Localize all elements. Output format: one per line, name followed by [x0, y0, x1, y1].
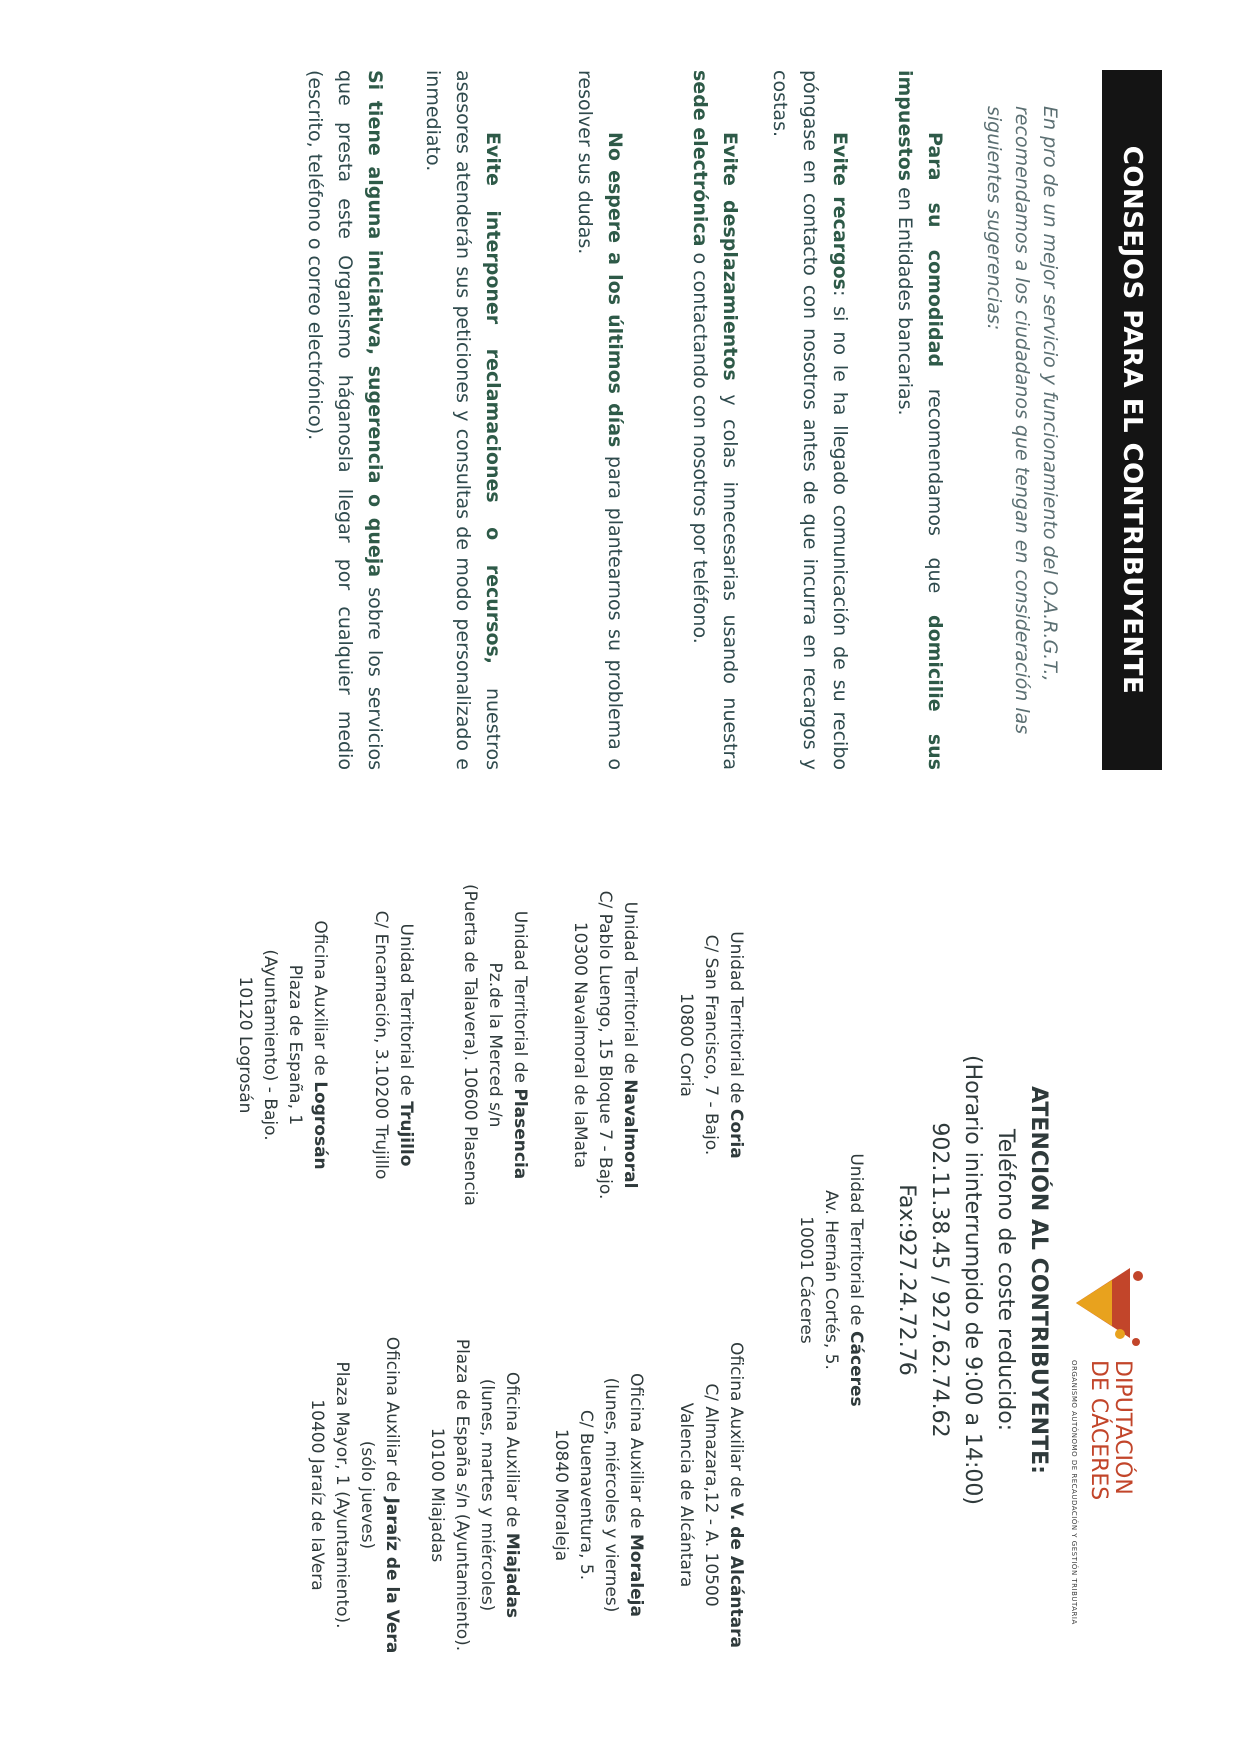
attention-title: ATENCIÓN AL CONTRIBUYENTE: [1026, 1086, 1051, 1474]
office-caceres: Unidad Territorial de Cáceres Av. Hernán Cortés, 5. 10001 Cáceres [796, 1153, 866, 1407]
office-jaraiz: Oficina Auxiliar de Jaraíz de la Vera (sólo jueves) Plaza Mayor, 1 (Ayuntamiento). 10400 Jaraíz de laVera [307, 1336, 402, 1654]
tip-avoid-travel: Evite desplazamientos y colas innecesarias usando nuestra sede electrónica o contactando con nosotros por teléfono. [689, 70, 741, 770]
office-plasencia: Unidad Territorial de Plasencia Pz.de la Merced s/n (Puerta de Talavera). 10600 Plasencia [460, 884, 530, 1206]
tip-avoid-surcharges: Evite recargos: si no le ha llegado comunicación de su recibo póngase en contacto con nosotros antes de que incurra en recargos y costas. [769, 70, 851, 771]
tip-dont-wait: No espere a los últimos días para plantearnos su problema o resolver sus dudas. [574, 70, 626, 771]
office-coria: Unidad Territorial de Coria C/ San Francisco, 7 - Bajo. 10800 Coria [676, 931, 746, 1159]
attention-phones: 902.11.38.45 / 927.62.74.62 [927, 1122, 952, 1438]
diputacion-logo [1068, 1260, 1150, 1640]
advice-panel [0, 70, 1240, 800]
tip-avoid-claims: Evite interponer reclamaciones o recursos, nuestros asesores atenderán sus peticiones y consultas de modo personalizado e inmediato. [422, 70, 504, 770]
tip-domicile: Para su comodidad recomendamos que domicilie sus impuestos en Entidades bancarias. [894, 70, 946, 771]
office-logrosan: Oficina Auxiliar de Logrosán Plaza de España, 1 (Ayuntamiento) - Bajo. 10120 Logrosán [235, 920, 330, 1170]
office-valencia-alcantara: Oficina Auxiliar de V. de Alcántara C/ Almazara,12 - A. 10500 Valencia de Alcántara [676, 1342, 746, 1648]
attention-phone-label: Teléfono de coste reducido: [993, 1128, 1018, 1432]
office-moraleja: Oficina Auxiliar de Moraleja (lunes, miércoles y viernes) C/ Buenaventura, 5. 10840 Moraleja [551, 1373, 646, 1617]
attention-hours: (Horario ininterrumpido de 9:00 a 14:00) [960, 1055, 985, 1505]
attention-block [890, 830, 1055, 1730]
contact-panel [0, 830, 1240, 1730]
panel-title: CONSEJOS PARA EL CONTRIBUYENTE [1102, 70, 1162, 770]
logo-mark-icon [1068, 1260, 1150, 1350]
attention-fax: Fax:927.24.72.76 [894, 1184, 919, 1376]
tip-suggestions: Si tiene alguna iniciativa, sugerencia o queja sobre los servicios que presta este Organismo háganosla llegar por cualquier medio (escrito, teléfono o correo electrónico). [304, 70, 386, 770]
logo-name: DIPUTACIÓN DE CÁCERES [1086, 1360, 1135, 1501]
office-navalmoral: Unidad Territorial de Navalmoral C/ Pablo Luengo, 15 Bloque 7 - Bajo. 10300 Navalmoral de laMata [570, 890, 640, 1200]
office-miajadas: Oficina Auxiliar de Miajadas (lunes, martes y miércoles) Plaza de España s/n (Ayuntamiento). 10100 Miajadas [427, 1338, 522, 1652]
office-trujillo: Unidad Territorial de Trujillo C/ Encarnación, 3.10200 Trujillo [371, 910, 416, 1180]
intro-text: En pro de un mejor servicio y funcionamiento del O.A.R.G.T., recomendamos a los ciudadanos que tengan en consideración las siguientes sugerencias: [983, 106, 1061, 735]
logo-subtitle: ORGANISMO AUTÓNOMO DE RECAUDACIÓN Y GESTIÓN TRIBUTARIA [1070, 1360, 1078, 1625]
